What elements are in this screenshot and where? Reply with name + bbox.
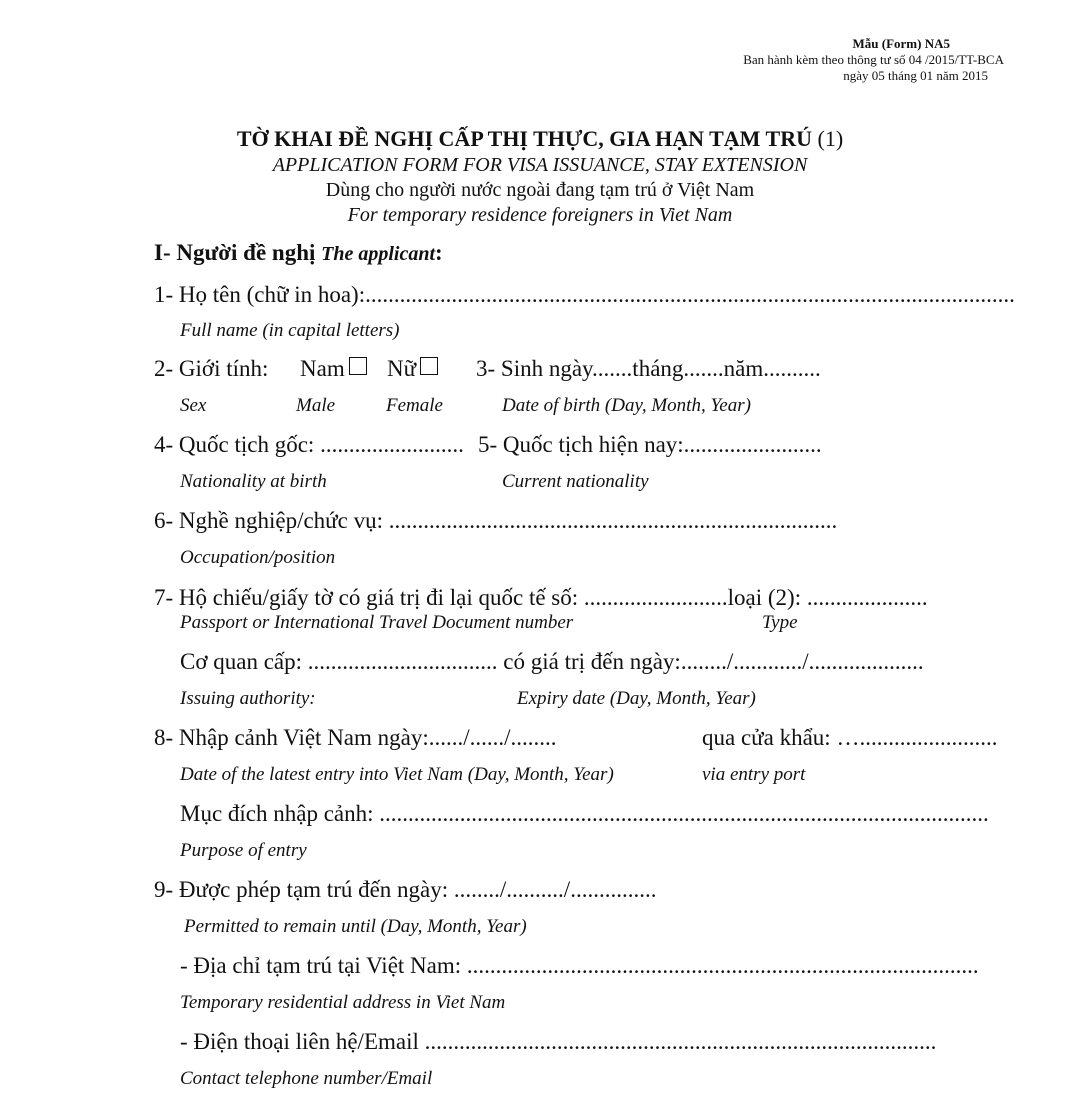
field-issuing-authority-en: Issuing authority: <box>180 688 316 709</box>
field-nationality-at-birth[interactable]: 4- Quốc tịch gốc: ......................... <box>154 432 464 457</box>
issued-date: ngày 05 tháng 01 năm 2015 <box>843 68 988 83</box>
sex-female-en: Female <box>386 395 443 416</box>
field-date-of-birth[interactable]: 3- Sinh ngày.......tháng.......năm.......... <box>476 356 821 381</box>
sex-female-checkbox[interactable] <box>420 357 438 375</box>
field-issuing-authority[interactable]: Cơ quan cấp: ................................. có giá trị đến ngày:......../............/.................... <box>180 649 924 674</box>
sex-male-en: Male <box>296 395 336 416</box>
field-current-nationality[interactable]: 5- Quốc tịch hiện nay:........................ <box>478 432 822 457</box>
issued-by-circular: Ban hành kèm theo thông tư số 04 /2015/TT-BCA <box>743 52 1004 67</box>
field-sex-en: Sex <box>180 395 207 416</box>
field-occupation[interactable]: 6- Nghề nghiệp/chức vụ: .............................................................................. <box>154 508 838 533</box>
form-title-en: APPLICATION FORM FOR VISA ISSUANCE, STAY EXTENSION <box>272 154 808 176</box>
field-current-nationality-en: Current nationality <box>502 471 649 492</box>
form-number: Mẫu (Form) NA5 <box>852 36 950 51</box>
form-title-vi: TỜ KHAI ĐỀ NGHỊ CẤP THỊ THỰC, GIA HẠN TẠM TRÚ <box>236 126 812 151</box>
field-purpose-of-entry-en: Purpose of entry <box>180 840 307 861</box>
field-entry-port[interactable]: qua cửa khẩu: …........................ <box>702 725 998 750</box>
section-applicant-heading <box>154 240 443 266</box>
form-title <box>0 126 1080 152</box>
usage-en: For temporary residence foreigners in Viet Nam <box>347 204 733 226</box>
sex-male-checkbox[interactable] <box>349 357 367 375</box>
field-contact-phone-email[interactable]: - Điện thoại liên hệ/Email ......................................................................................... <box>180 1029 937 1054</box>
field-temporary-address[interactable]: - Địa chỉ tạm trú tại Việt Nam: ......................................................................................... <box>180 953 979 978</box>
field-full-name[interactable]: 1- Họ tên (chữ in hoa):................................................................................................................. <box>154 282 1015 307</box>
field-sex-label: 2- Giới tính: <box>154 356 269 381</box>
field-purpose-of-entry[interactable]: Mục đích nhập cảnh: .......................................................................................................... <box>180 801 989 826</box>
field-contact-phone-email-en: Contact telephone number/Email <box>180 1068 433 1089</box>
field-permitted-until[interactable]: 9- Được phép tạm trú đến ngày: ......../........../............... <box>154 877 657 902</box>
section-colon: : <box>435 240 443 265</box>
field-expiry-date-en: Expiry date (Day, Month, Year) <box>517 688 756 709</box>
field-occupation-en: Occupation/position <box>180 547 336 568</box>
field-passport-number[interactable]: 7- Hộ chiếu/giấy tờ có giá trị đi lại quốc tế số: .........................loại (2): ..................... <box>154 585 928 610</box>
field-date-of-birth-en: Date of birth (Day, Month, Year) <box>502 395 751 416</box>
sex-male-option[interactable] <box>300 356 371 382</box>
field-passport-number-en: Passport or International Travel Document number <box>180 612 574 633</box>
section-applicant-en: The applicant <box>321 243 436 265</box>
field-temporary-address-en: Temporary residential address in Viet Nam <box>180 992 506 1013</box>
field-nationality-at-birth-en: Nationality at birth <box>180 471 327 492</box>
field-passport-type-en: Type <box>762 612 798 633</box>
field-entry-port-en: via entry port <box>702 764 806 785</box>
form-title-note: (1) <box>817 126 844 151</box>
usage-vi: Dùng cho người nước ngoài đang tạm trú ở Việt Nam <box>325 179 755 201</box>
field-entry-date[interactable]: 8- Nhập cảnh Việt Nam ngày:....../....../........ <box>154 725 557 750</box>
section-applicant-vi: I- Người đề nghị <box>154 240 316 265</box>
sex-female-label: Nữ <box>387 356 417 381</box>
field-permitted-until-en: Permitted to remain until (Day, Month, Year) <box>184 916 527 937</box>
field-entry-date-en: Date of the latest entry into Viet Nam (Day, Month, Year) <box>180 764 614 785</box>
sex-female-option[interactable] <box>387 356 442 382</box>
field-full-name-en: Full name (in capital letters) <box>180 320 400 341</box>
sex-male-label: Nam <box>300 356 345 381</box>
